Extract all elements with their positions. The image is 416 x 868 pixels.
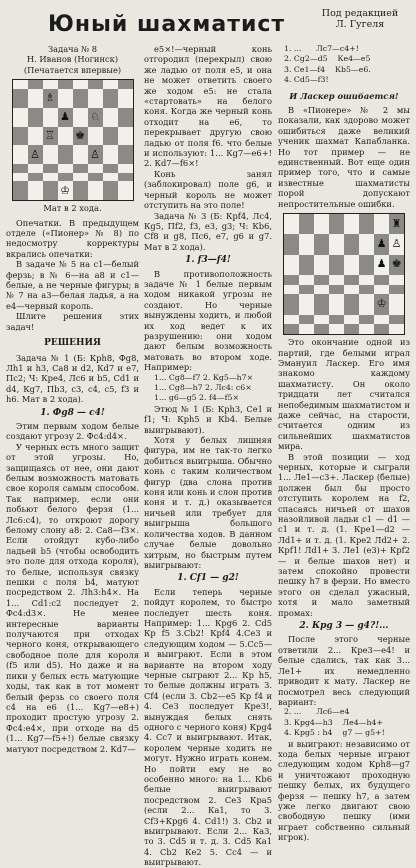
column-middle <box>144 44 272 868</box>
paragraph: Задача № 3 (Б: Крf4, Лc4, Кg5, Пf2, f3, e3, g3; Ч: Кb6, Сf8 и g8, Пc6, e7, g6 и g7. Мат в 2 хода). <box>144 210 272 252</box>
paragraph: Задача № 1 (Б: Крh8, Фg8, Лh1 и h3, Сa8 и d2, Кd7 и e7, Пc2; Ч: Крe4, Лc6 и b5, Сd1 и d4, Кg7, Пb3, c3, c4, c5, f3 и h6. Мат в 2 хода). <box>6 352 139 405</box>
paragraph: После этого черные ответили 2... Кре3—е4! и белые сдались, так как 3... Лe1+ их немедленно приводит к мату. Ласкер не посмотрел весь следующий вариант: <box>278 634 410 707</box>
paragraph: В противоположность задаче № 1 белые первым ходом никакой угрозы не создают. Но черные вынуждены ходить, и любой их ход ведет к их разрушению: они ходом дают белым возможность матовать во втором ходе. Например: <box>144 268 272 373</box>
move-lines: 1... Сg8—f7 2. Кg5—h7× 1... Сg8—h7 2. Лc4: c6× 1... g6—g5 2. f4—f5× <box>154 372 254 403</box>
paragraph: Это окончание одной из партий, где белыми играл Эмануил Ласкер. Его имя знакомо каждому шахматисту. Он около тридцати лет считался непобедимым шахматистом и даже сейчас, на старости, считается одним из сильнейших шахматистов мира. <box>278 337 410 452</box>
problem-title: Задача № 8 <box>47 44 97 54</box>
key-move: 1. f3—f4! <box>185 255 231 266</box>
editor-line-2: Л. Гугеля <box>335 19 385 30</box>
chess-board-lasker: ♜ ♟ ♙ ♟ ♚ ♔ <box>283 213 405 335</box>
paragraph: Опечатки. В предыдущем отделе («Пионер» № 8) по недосмотру корректуры вкрались опечатки: <box>6 217 139 259</box>
paragraph: Этюд № 1 (Б: Крh3, Сe1 и f1; Ч: Крh5 и Кb4. Белые выигрывают). <box>144 403 272 435</box>
key-move: 1. Фg8 — c4! <box>40 407 105 418</box>
paragraph: В «Пионере» № 2 мы показали, как здорово может ошибиться даже великий ученик шахмат Капабланка. Но тот пример — не единственный. Вот еще один пример того, что и самые известные шахматисты порой допускают непростительные ошибки. <box>278 105 410 209</box>
editor-credit <box>312 8 408 30</box>
column-right <box>278 44 410 843</box>
paragraph: Этим первым ходом белые создают угрозу 2. Фс4:d4×. <box>6 420 139 442</box>
problem-caption: Мат в 2 хода. <box>43 203 102 214</box>
move-lines: 1. ... Лc7—с4+! 2. Сg2—d5 Ке4—e5 3. Се1—f4 Кb5—е6. 4. Сd5—f3! <box>284 44 371 85</box>
column-left <box>6 44 139 754</box>
problem-note: (Печатается впервые) <box>23 64 122 75</box>
paragraph: Хотя у белых лишняя фигура, им не так-то легко добиться выигрыша. Обычно конь с таким количеством фигур (два слона против коня или конь и слон против коня и т. д.) оказывается ничьей или требует для выигрыша большого количества ходов. В данном случае белые довольно хитрым, но быстрым путем выигрывают: <box>144 435 272 570</box>
paragraph: е5×!—черный конь отгородил (перекрыл) свою же ладью от поля е5, и она не может ответить своего же ходом е5: не стала «стартовать» на белого коня. Когда же черный конь отходит на е6, то перекрывает другую свою ладью от поля f6. что белые и используют: 1... Кg7—е6+! 2. Кd7—f6×! <box>144 44 272 169</box>
editor-line-1: Под редакцией <box>321 8 399 19</box>
article-heading: И Ласкер ошибается! <box>289 90 399 101</box>
paragraph: В этой позиции — ход черных, которые и сыграли 1... Лe1—с3+. Ласкер (белые) должен был бы просто отступить королем на f2, спасаясь ничьей от шахов назойливой ладьи с1 — d1 — с1 и т. д. (1. Кре1—d2 — Лd1+ и т. д. (1. Кре2 Лd2+ 2. Крf1! Лd1+ 3. Лe1 (e3)+ Крf2 — и белые шахов нет) и затем спокойно провести пешку h7 в ферзи. Но вместо этого он сделал ужасный, хотя и мало заметный промах: <box>278 451 410 618</box>
section-title: Юный шахматист <box>48 12 286 37</box>
paragraph: В задаче № 5 на c1—белый ферзь; в № 6—на a8 и c1—белые, а не черные фигуры; в № 7 на a3—белая ладья, а на e4—черный король. <box>6 259 139 311</box>
key-move: 2. Крg 3 — g4?!... <box>299 621 389 632</box>
paragraph: Если теперь черные пойдут королем, то быстро последует шесть коня. Например: 1... Крg6 2. Сd5 Кр f5 3.Сb2! Крf4 4.Се3 и следующим ходом — 5.Cс5—и выиграют. Если в этом варианте на втором ходу черные сыграют 2... Кр h5, то белые должны играть 3. Сf4 (если 3. Сb2—е5 Кр f4 и 4. Се3 последует Кре3!, вынуждая белых снять одного с черного коня) Крg4 4. Сс7 и выигрывают. Итак, королем черные ходить не могут. Нужно играть конем. Но пойти ему не во особенно много: на 1... Кb6 белые выигрывают посредством 2. Се3 Кра5 (если 2... Ка1, то 3. Сf3+Крg6 4. Сd1!) 3. Сb2 и выигрывают. Если 2... Ка3, то 3. Сd5 и т. д. 3. Сd5 Ка1 4. Сb2 Кe2 5. Сc4 — и выигрывают. <box>144 586 272 868</box>
masthead <box>0 0 416 42</box>
paragraph: и выиграют: независимо от хода белых черные играют следующим ходом Крh8—g7 и уничтожают проходную пешку белых, их будущего ферзя — пешку h7, а затем уже легко двигают свою свободную пешку (ими играет собственно сильный игрок). <box>278 738 410 843</box>
solutions-heading: РЕШЕНИЯ <box>44 338 101 349</box>
move-lines: 2. ... Лс6—e4 3. Крg4—h3 Лe4—h4+ 4. Крg5 : h4 g7 — g5+! <box>284 707 385 738</box>
chess-board-problem-8: ♗ ♟ ♘ ♖ ♚ ♙ ♙ ♔ <box>12 79 134 201</box>
paragraph: У черных есть много защит от этой угрозы. Но, защищаясь от нее, они дают белым возможность матовать свое короля самым способом. Так например, если они побьют белого ферзя (1... Лс6:с4), то откроют дорогу белому слону а8: 2. Са8—f3×. Если отойдут кубо-либо ладьей b5 (чтобы освободить это поле для отхода короля), то белые, используя связку пешки с поля b4, матуют посредством 2. Лh3:h4×. На 1... Сd1:с2 последует 2. Фc4:d3×. Не менее интересные варианты получаются при отходах черного коня, открывающего свободное поле для короля (f5 или d5). Но даже и на пики у белых есть матующие ходы, так как в тот момент белый ферзь со своего поля с4 на е6 (1... Кg7—е8+) проходит простую угрозу 2. Фс4:е4×, при отходе на d5 (1... Кg7—f5+!) белые связку матуют посредством 2. Кd7— <box>6 441 139 754</box>
paragraph: Шлите решения этих задач! <box>6 311 139 332</box>
problem-author: Н. Иванов (Ногинск) <box>26 54 119 65</box>
paragraph: Конь занял (заблокировал) поле g6, и черный король не может отступить на это поле! <box>144 168 272 211</box>
key-move: 1. Сf1 — g2! <box>177 573 239 584</box>
